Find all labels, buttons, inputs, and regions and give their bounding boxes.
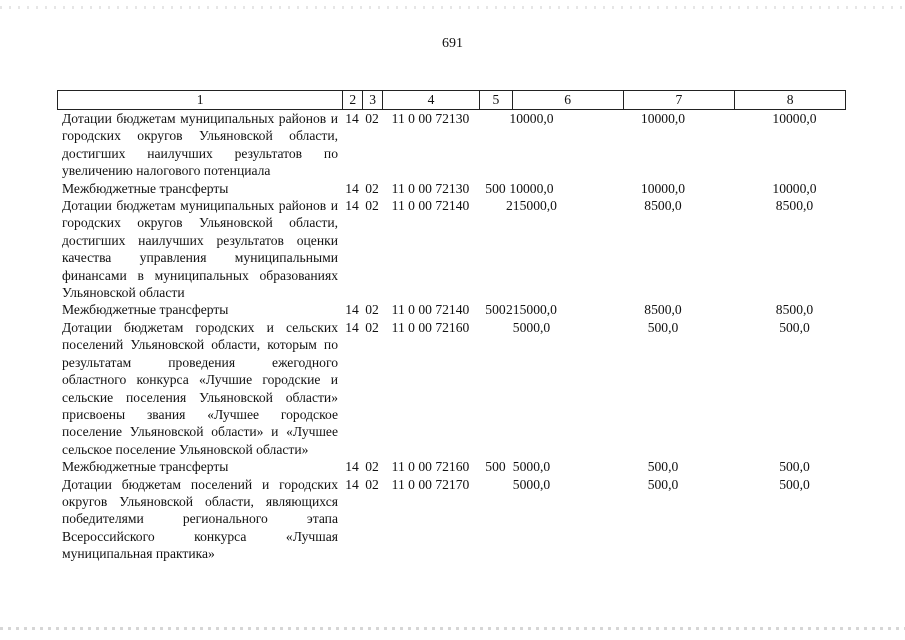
row-amount-col-8	[735, 301, 846, 318]
row-amount-col-7	[623, 458, 735, 475]
row-amount-col-7-value: 500,0	[647, 459, 679, 475]
row-description: Дотации бюджетам муниципальных районов и городских округов Ульяновской области, достигших наилучших результатов оценки качества управления муниципальными финансами в муниципальных образованиях Ульяновской области	[62, 198, 338, 301]
row-section: 14	[345, 319, 359, 335]
row-amount-col-8-value: 500,0	[779, 319, 810, 335]
row-expense-type: 500	[485, 302, 506, 318]
row-subsection: 02	[365, 302, 379, 318]
row-section: 14	[345, 476, 359, 492]
row-amount-col-8	[735, 319, 846, 458]
table-row	[57, 180, 846, 197]
row-subsection: 02	[365, 180, 379, 196]
row-amount-col-6	[512, 319, 623, 458]
table-row	[57, 319, 846, 458]
header-col-1: 1	[196, 92, 204, 107]
row-amount-col-8-value: 8500,0	[775, 302, 814, 318]
header-col-7: 7	[623, 91, 735, 109]
row-expense-type: 500	[485, 459, 506, 475]
row-amount-col-6	[506, 301, 623, 318]
table-row	[57, 110, 846, 180]
table-row	[57, 476, 846, 563]
row-amount-col-7-value: 8500,0	[644, 198, 682, 214]
row-subsection: 02	[365, 111, 379, 126]
header-col-2: 2	[342, 91, 362, 109]
row-description: Дотации бюджетам муниципальных районов и городских округов Ульяновской области, достигших наилучших результатов по увеличению налогового потенциала	[62, 111, 338, 179]
row-expense-type	[479, 319, 512, 458]
row-section: 14	[345, 180, 359, 196]
row-target-article: 11 0 00 72140	[391, 198, 470, 214]
row-amount-col-8-value: 10000,0	[772, 180, 817, 196]
row-amount-col-6-value: 10000,0	[509, 180, 554, 196]
row-amount-col-6	[506, 197, 623, 301]
header-col-8: 8	[734, 91, 845, 109]
row-amount-col-6	[509, 110, 623, 180]
row-description: Дотации бюджетам городских и сельских поселений Ульяновской области, которым по результатам проведения ежегодного областного конкурса «Лучшие городские и сельские поселения Ульяновской области» присвоены звания «Лучшее городское поселение Ульяновской области» и «Лучшее сельское поселение Ульяновской области»	[62, 319, 338, 457]
row-section: 14	[345, 302, 359, 318]
row-target-article: 11 0 00 72170	[391, 476, 470, 492]
table-body	[57, 110, 846, 563]
row-amount-col-8-value: 500,0	[779, 476, 810, 492]
row-expense-type: 500	[485, 180, 506, 196]
row-amount-col-6	[512, 476, 623, 563]
row-amount-col-7-value: 10000,0	[640, 180, 686, 196]
scan-noise-top	[0, 6, 905, 9]
row-section: 14	[345, 459, 359, 475]
row-amount-col-7-value: 500,0	[647, 476, 679, 492]
row-amount-col-8	[735, 458, 846, 475]
row-subsection: 02	[365, 476, 379, 492]
row-description: Межбюджетные трансферты	[62, 302, 229, 318]
row-subsection: 02	[365, 319, 379, 335]
table-row	[57, 458, 846, 475]
row-section: 14	[345, 111, 359, 126]
row-amount-col-7	[623, 197, 735, 301]
row-description: Дотации бюджетам поселений и городских округов Ульяновской области, являющихся победителями регионального этапа Всероссийского конкурса «Лучшая муниципальная практика»	[62, 476, 338, 562]
page-number: 691	[442, 36, 463, 51]
row-amount-col-7	[623, 319, 735, 458]
row-subsection: 02	[365, 459, 379, 475]
row-amount-col-7-value: 10000,0	[640, 111, 686, 126]
header-col-3: 3	[362, 91, 382, 109]
row-amount-col-7	[623, 301, 735, 318]
row-amount-col-6-value: 5000,0	[512, 459, 551, 475]
budget-table	[57, 90, 846, 563]
row-expense-type	[479, 476, 512, 563]
header-col-5: 5	[479, 91, 512, 109]
table-row	[57, 197, 846, 301]
row-amount-col-6	[512, 458, 623, 475]
row-amount-col-8-value: 8500,0	[775, 198, 814, 214]
row-amount-col-8-value: 500,0	[779, 459, 810, 475]
table-row	[57, 301, 846, 318]
header-col-4: 4	[382, 91, 479, 109]
row-amount-col-6-value: 5000,0	[512, 476, 551, 492]
row-amount-col-8	[735, 476, 846, 563]
row-amount-col-8-value: 10000,0	[772, 111, 817, 126]
row-amount-col-6-value: 215000,0	[506, 302, 557, 318]
row-expense-type	[479, 110, 512, 180]
row-section: 14	[345, 198, 359, 214]
row-target-article: 11 0 00 72160	[391, 319, 470, 335]
row-target-article: 11 0 00 72130	[391, 180, 470, 196]
row-amount-col-7	[623, 476, 735, 563]
row-description: Межбюджетные трансферты	[62, 459, 229, 475]
row-amount-col-7	[623, 180, 735, 197]
row-target-article: 11 0 00 72140	[391, 302, 470, 318]
row-amount-col-6	[509, 180, 623, 197]
scan-noise-bottom	[0, 627, 905, 630]
row-amount-col-7-value: 8500,0	[644, 302, 682, 318]
row-target-article: 11 0 00 72160	[391, 459, 470, 475]
row-amount-col-7-value: 500,0	[647, 319, 679, 335]
header-col-6: 6	[512, 91, 623, 109]
row-amount-col-8	[735, 197, 846, 301]
table-header	[57, 90, 846, 110]
row-amount-col-8	[735, 180, 846, 197]
row-target-article: 11 0 00 72130	[391, 111, 470, 126]
row-amount-col-6-value: 5000,0	[512, 319, 551, 335]
row-amount-col-6-value: 10000,0	[509, 111, 554, 126]
row-amount-col-8	[735, 110, 846, 180]
row-amount-col-7	[623, 110, 735, 180]
row-amount-col-6-value: 215000,0	[506, 198, 557, 214]
row-description: Межбюджетные трансферты	[62, 180, 229, 196]
row-subsection: 02	[365, 198, 379, 214]
